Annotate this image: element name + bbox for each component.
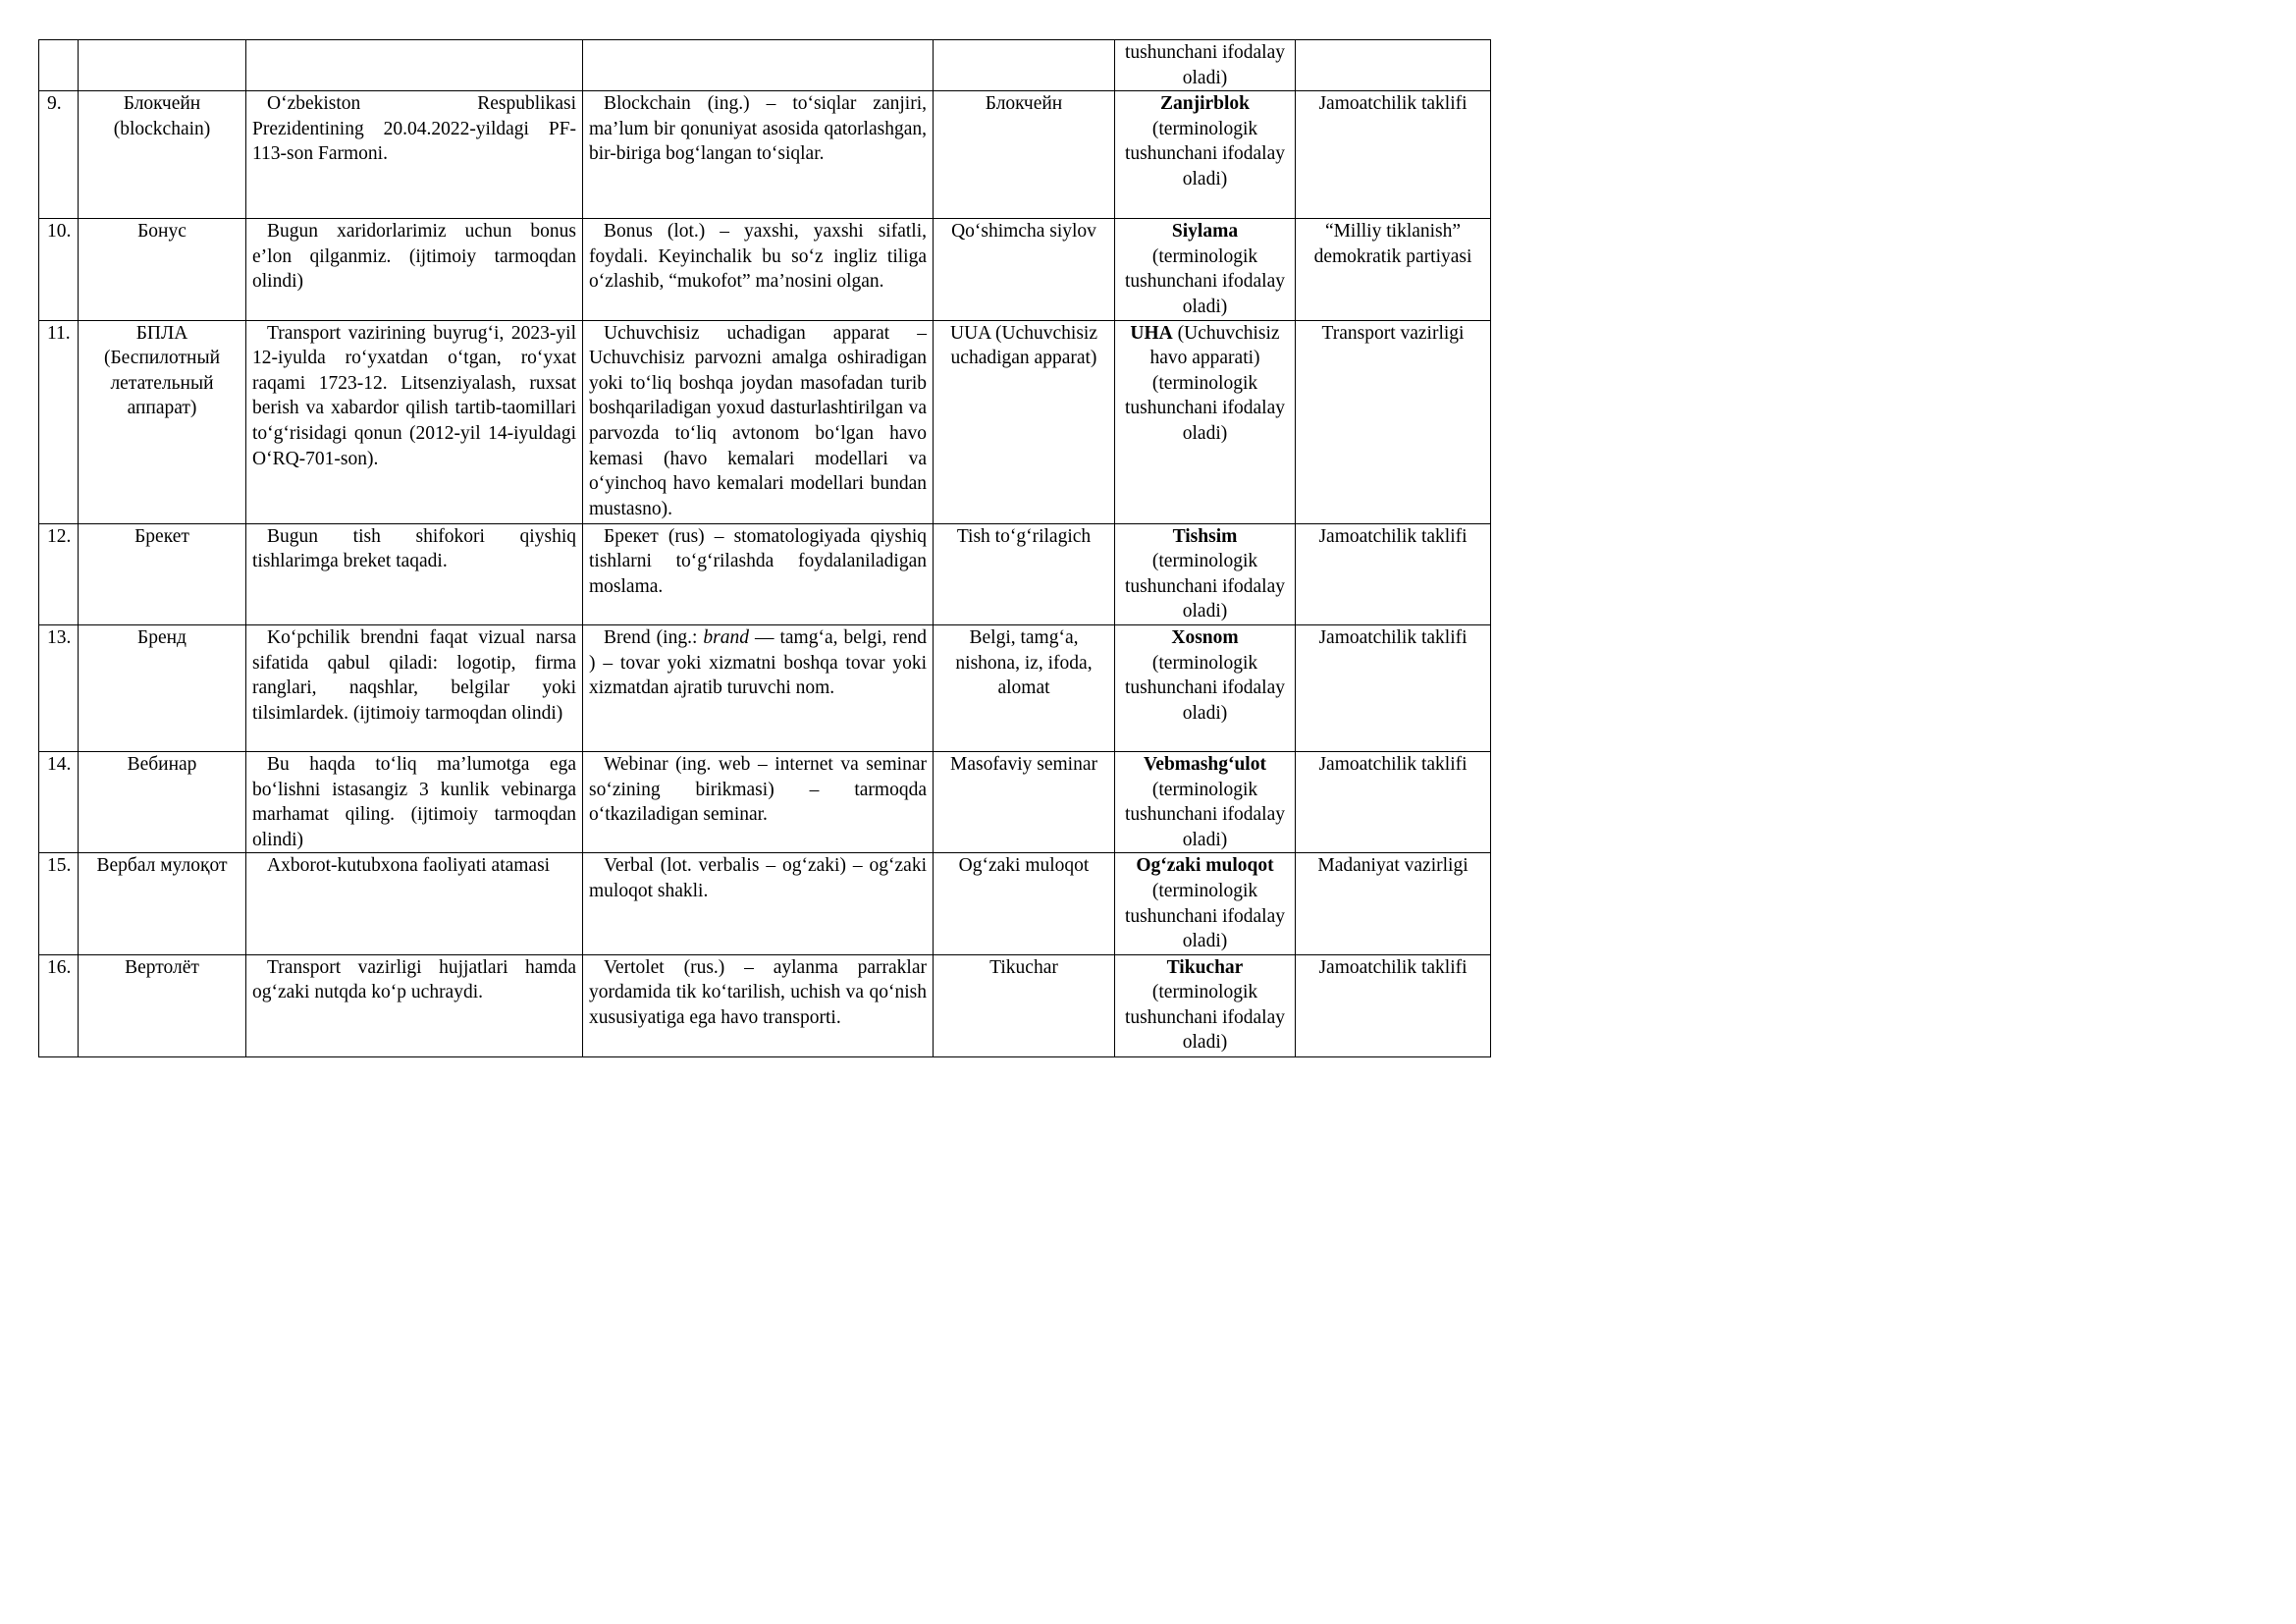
definition-cell: Брекет (rus) – stomatologiyada qiyshiq tishlarni to‘g‘rilashda foydalaniladigan moslama. bbox=[583, 523, 934, 624]
source-cell: Transport vazirligi hujjatlari hamda og‘zaki nutqda ko‘p uchraydi. bbox=[246, 954, 583, 1056]
proposed-cell bbox=[1115, 219, 1296, 320]
proposed-term: Zanjirblok bbox=[1159, 93, 1251, 115]
proposed-note: (terminologik tushunchani ifodalay oladi) bbox=[1125, 652, 1285, 724]
table-row bbox=[39, 853, 1491, 954]
proposer-cell: Jamoatchilik taklifi bbox=[1296, 624, 1491, 751]
proposed-cell bbox=[1115, 853, 1296, 954]
proposer-cell: “Milliy tiklanish” demokratik partiyasi bbox=[1296, 219, 1491, 320]
cell-proposed: tushunchani ifodalay oladi) bbox=[1115, 40, 1296, 91]
terms-table bbox=[38, 39, 1491, 1057]
proposed-note: (Uchuvchisiz havo apparati) (terminologik tushunchani ifodalay oladi) bbox=[1125, 322, 1285, 444]
row-number: 9. bbox=[39, 91, 79, 219]
proposed-note: (terminologik tushunchani ifodalay oladi) bbox=[1125, 245, 1285, 317]
proposed-cell bbox=[1115, 624, 1296, 751]
table-row bbox=[39, 624, 1491, 751]
row-number: 14. bbox=[39, 751, 79, 852]
proposed-cell bbox=[1115, 751, 1296, 852]
proposed-term: Siylama bbox=[1171, 221, 1239, 243]
proposer-cell: Jamoatchilik taklifi bbox=[1296, 523, 1491, 624]
table-row bbox=[39, 320, 1491, 523]
row-number: 10. bbox=[39, 219, 79, 320]
proposed-note: (terminologik tushunchani ifodalay oladi) bbox=[1125, 551, 1285, 623]
proposed-cell bbox=[1115, 523, 1296, 624]
row-number: 15. bbox=[39, 853, 79, 954]
row-number: 13. bbox=[39, 624, 79, 751]
term-cell: Бренд bbox=[79, 624, 246, 751]
table-row-continued bbox=[39, 40, 1491, 91]
definition-cell: Blockchain (ing.) – to‘siqlar zanjiri, ma’lum bir qonuniyat asosida qatorlashgan, bir-biriga bog‘langan to‘siqlar. bbox=[583, 91, 934, 219]
proposed-cell bbox=[1115, 320, 1296, 523]
proposed-term: Vebmashg‘ulot bbox=[1144, 753, 1266, 775]
definition-cell: Bonus (lot.) – yaxshi, yaxshi sifatli, foydali. Keyinchalik bu so‘z ingliz tiliga o‘zlashib, “mukofot” ma’nosini olgan. bbox=[583, 219, 934, 320]
source-cell: Transport vazirining buyrug‘i, 2023-yil 12-iyulda ro‘yxatdan o‘tgan, ro‘yxat raqami 1723-12. Litsenziyalash, ruxsat berish va xabardor qilish tartib-taomillari to‘g‘risidagi qonun (2012-yil 14-iyuldagi O‘RQ-701-son). bbox=[246, 320, 583, 523]
cell-source bbox=[246, 40, 583, 91]
cell-equivalent bbox=[934, 40, 1115, 91]
proposed-term: Xosnom bbox=[1171, 626, 1239, 648]
equivalent-cell: Qo‘shimcha siylov bbox=[934, 219, 1115, 320]
table-row bbox=[39, 523, 1491, 624]
source-cell: Bu haqda to‘liq ma’lumotga ega bo‘lishni istasangiz 3 kunlik vebinarga marhamat qiling. (ijtimoiy tarmoqdan olindi) bbox=[246, 751, 583, 852]
proposed-cell bbox=[1115, 91, 1296, 219]
term-cell: Блокчейн (blockchain) bbox=[79, 91, 246, 219]
proposer-cell: Jamoatchilik taklifi bbox=[1296, 751, 1491, 852]
row-number: 16. bbox=[39, 954, 79, 1056]
proposed-note: (terminologik tushunchani ifodalay oladi) bbox=[1125, 880, 1285, 952]
table-row bbox=[39, 751, 1491, 852]
proposer-cell: Jamoatchilik taklifi bbox=[1296, 91, 1491, 219]
proposed-term: UHA bbox=[1130, 322, 1173, 344]
equivalent-cell: Masofaviy seminar bbox=[934, 751, 1115, 852]
proposed-term: Tikuchar bbox=[1166, 956, 1244, 978]
definition-cell: Vertolet (rus.) – aylanma parraklar yordamida tik ko‘tarilish, uchish va qo‘nish xususiyatiga ega havo transporti. bbox=[583, 954, 934, 1056]
proposer-cell: Madaniyat vazirligi bbox=[1296, 853, 1491, 954]
table-row bbox=[39, 91, 1491, 219]
proposed-term: Og‘zaki muloqot bbox=[1136, 855, 1274, 877]
table-row bbox=[39, 954, 1491, 1056]
proposed-note: (terminologik tushunchani ifodalay oladi) bbox=[1125, 118, 1285, 189]
definition-cell bbox=[583, 624, 934, 751]
definition-italic-term: brand bbox=[703, 626, 749, 648]
source-cell: Bugun tish shifokori qiyshiq tishlarimga breket taqadi. bbox=[246, 523, 583, 624]
term-cell: Бонус bbox=[79, 219, 246, 320]
proposer-cell: Transport vazirligi bbox=[1296, 320, 1491, 523]
cell-proposer bbox=[1296, 40, 1491, 91]
equivalent-cell: Og‘zaki muloqot bbox=[934, 853, 1115, 954]
source-cell: Bugun xaridorlarimiz uchun bonus e’lon qilganmiz. (ijtimoiy tarmoqdan olindi) bbox=[246, 219, 583, 320]
proposed-cell bbox=[1115, 954, 1296, 1056]
source-cell: O‘zbekiston Respublikasi Prezidentining 20.04.2022-yildagi PF-113-son Farmoni. bbox=[246, 91, 583, 219]
term-cell: Брекет bbox=[79, 523, 246, 624]
source-cell: Axborot-kutubxona faoliyati atamasi bbox=[246, 853, 583, 954]
table-row bbox=[39, 219, 1491, 320]
definition-cell: Verbal (lot. verbalis – og‘zaki) – og‘zaki muloqot shakli. bbox=[583, 853, 934, 954]
definition-cell: Uchuvchisiz uchadigan apparat – Uchuvchisiz parvozni amalga oshiradigan yoki to‘liq boshqa joydan masofadan turib boshqariladigan yoxud dasturlashtirilgan va parvozda to‘liq avtonom bo‘lgan havo kemasi (havo kemalari modellari va o‘yinchoq havo kemalari modellari bundan mustasno). bbox=[583, 320, 934, 523]
equivalent-cell: Tikuchar bbox=[934, 954, 1115, 1056]
cell-term bbox=[79, 40, 246, 91]
term-cell: Вербал мулоқот bbox=[79, 853, 246, 954]
proposed-term: Tishsim bbox=[1172, 525, 1238, 547]
row-number: 12. bbox=[39, 523, 79, 624]
definition-text-end: — tamg‘a, belgi, rend ) – tovar yoki xizmatni boshqa tovar yoki xizmatdan ajratib turuvchi nom. bbox=[589, 626, 928, 699]
equivalent-cell: Tish to‘g‘rilagich bbox=[934, 523, 1115, 624]
term-cell: Вертолёт bbox=[79, 954, 246, 1056]
cell-num bbox=[39, 40, 79, 91]
proposed-note: (terminologik tushunchani ifodalay oladi) bbox=[1125, 779, 1285, 850]
definition-cell: Webinar (ing. web – internet va seminar so‘zining birikmasi) – tarmoqda o‘tkaziladigan seminar. bbox=[583, 751, 934, 852]
term-cell: БПЛА (Беспилотный летательный аппарат) bbox=[79, 320, 246, 523]
row-number: 11. bbox=[39, 320, 79, 523]
proposer-cell: Jamoatchilik taklifi bbox=[1296, 954, 1491, 1056]
cell-definition bbox=[583, 40, 934, 91]
equivalent-cell: Блокчейн bbox=[934, 91, 1115, 219]
equivalent-cell: UUA (Uchuvchisiz uchadigan apparat) bbox=[934, 320, 1115, 523]
equivalent-cell: Belgi, tamg‘a, nishona, iz, ifoda, alomat bbox=[934, 624, 1115, 751]
term-cell: Вебинар bbox=[79, 751, 246, 852]
source-cell: Ko‘pchilik brendni faqat vizual narsa sifatida qabul qiladi: logotip, firma ranglari, naqshlar, belgilar yoki tilsimlardek. (ijtimoiy tarmoqdan olindi) bbox=[246, 624, 583, 751]
definition-text-start: Brend (ing.: bbox=[604, 626, 704, 648]
proposed-note: (terminologik tushunchani ifodalay oladi) bbox=[1125, 982, 1285, 1054]
